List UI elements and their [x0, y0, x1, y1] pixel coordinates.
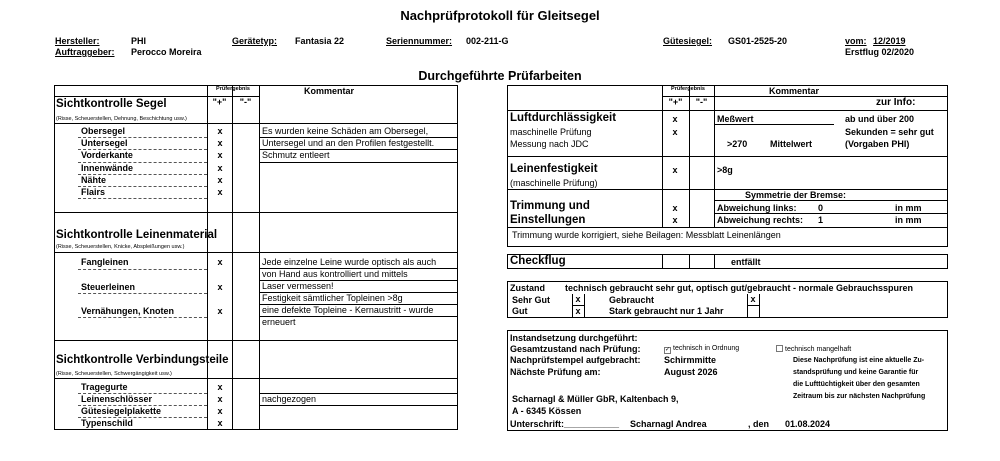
- auftraggeber-value: Perocco Moreira: [131, 47, 202, 57]
- segel-mark: x: [217, 175, 223, 185]
- einstellungen-title: Einstellungen: [510, 214, 586, 226]
- luft-sub2: Messung nach JDC: [510, 139, 589, 149]
- festigkeit-title: Leinenfestigkeit: [510, 163, 598, 175]
- segel-item: Innenwände: [81, 163, 134, 173]
- segel-item: Flairs: [81, 187, 106, 197]
- auftraggeber-label: Auftraggeber:: [55, 47, 115, 57]
- abweichung-rechts-label: Abweichung rechts:: [717, 215, 804, 225]
- luft-value: >270: [727, 139, 748, 149]
- right-pruefergebnis-label: Prüfergebnis: [671, 86, 705, 92]
- zustand-title: Zustand: [510, 283, 545, 293]
- section-subtitle: Durchgeführte Prüfarbeiten: [418, 69, 582, 83]
- luft-sub1: maschinelle Prüfung: [510, 127, 592, 137]
- festigkeit-mark: x: [672, 165, 678, 175]
- segel-item: Vorderkante: [81, 150, 133, 160]
- zustand-gut: Gut: [512, 306, 528, 316]
- abweichung-links-label: Abweichung links:: [717, 203, 797, 213]
- festigkeit-sub: (maschinelle Prüfung): [510, 178, 598, 188]
- trimmung-title: Trimmung und: [510, 200, 590, 212]
- erstflug: Erstflug 02/2020: [845, 47, 915, 57]
- segel-item: Obersegel: [81, 126, 126, 136]
- nachpruefstempel-label: Nachprüfstempel aufgebracht:: [510, 355, 641, 365]
- geraetetyp-value: Fantasia 22: [295, 36, 345, 46]
- luft-mittelwert: Mittelwert: [770, 139, 813, 149]
- luft-vorgaben: (Vorgaben PHI): [845, 139, 910, 149]
- left-pruefergebnis-label: Prüfergebnis: [216, 86, 250, 92]
- checkbox-icon: [776, 345, 783, 352]
- segel-mark: x: [217, 163, 223, 173]
- zustand-gut-mark: x: [575, 306, 581, 316]
- abweichung-rechts-unit: in mm: [895, 215, 922, 225]
- geraetetyp-label: Gerätetyp:: [232, 36, 278, 46]
- zur-info: zur Info:: [876, 97, 916, 108]
- page-title: Nachprüfprotokoll für Gleitsegel: [400, 8, 600, 23]
- leinen-mark: x: [217, 282, 223, 292]
- luft-messwert: Meßwert: [717, 114, 754, 124]
- verbindung-mark: x: [217, 406, 223, 416]
- hersteller-label: Hersteller:: [55, 36, 100, 46]
- segel-mark: x: [217, 138, 223, 148]
- disclaimer-line: Diese Nachprüfung ist eine aktuelle Zu-: [793, 357, 925, 364]
- abweichung-links-value: 0: [818, 203, 824, 213]
- unterschrift-label: Unterschrift:___________: [510, 419, 620, 429]
- zustand-gebraucht: Gebraucht: [609, 295, 655, 305]
- luft-mark: x: [672, 127, 678, 137]
- gesamtzustand-label: Gesamtzustand nach Prüfung:: [510, 344, 641, 354]
- segel-comment: Untersegel und an den Profilen festgestellt.: [262, 138, 435, 148]
- checkbox-icon: ✓: [665, 347, 671, 353]
- naechste-pruefung-label: Nächste Prüfung am:: [510, 367, 601, 377]
- segel-title: Sichtkontrolle Segel: [56, 98, 167, 110]
- checkflug-title: Checkflug: [510, 255, 566, 267]
- right-minus-header: "-": [695, 97, 708, 107]
- trimmung-mark: x: [672, 203, 678, 213]
- segel-hint: (Risse, Scheuerstellen, Dehnung, Beschichtung usw.): [56, 116, 187, 122]
- zustand-desc: technisch gebraucht sehr gut, optisch gut/gebraucht - normale Gebrauchsspuren: [565, 283, 914, 293]
- technisch-mangelhaft-checkbox[interactable]: [776, 345, 851, 353]
- leinen-comment: erneuert: [262, 317, 296, 327]
- zustand-sehr-gut: Sehr Gut: [512, 295, 551, 305]
- verbindung-comment: nachgezogen: [262, 394, 317, 404]
- right-kommentar-label: Kommentar: [768, 86, 819, 96]
- seriennummer-label: Seriennummer:: [386, 36, 453, 46]
- zustand-sehr-gut-mark: x: [575, 294, 581, 304]
- leinen-mark: x: [217, 257, 223, 267]
- verbindung-item: Typenschild: [81, 418, 133, 428]
- leinen-item: Vernähungen, Knoten: [81, 306, 175, 316]
- company-line1: Scharnagl & Müller GbR, Kaltenbach 9,: [512, 394, 679, 404]
- instandsetzung-label: Instandsetzung durchgeführt:: [510, 333, 638, 343]
- verbindung-mark: x: [217, 394, 223, 404]
- symmetrie-label: Symmetrie der Bremse:: [745, 190, 847, 200]
- guetesiegel-value: GS01-2525-20: [728, 36, 788, 46]
- disclaimer-line: Zeitraum bis zur nächsten Nachprüfung: [793, 393, 926, 400]
- den-label: , den: [748, 419, 770, 429]
- leinen-mark: x: [217, 306, 223, 316]
- luft-mark: x: [672, 114, 678, 124]
- trimmung-note: Trimmung wurde korrigiert, siehe Beilagen: Messblatt Leinenlängen: [512, 230, 781, 240]
- leinen-item: Fangleinen: [81, 257, 129, 267]
- checkflug-value: entfällt: [731, 257, 761, 267]
- technisch-mangelhaft-label: technisch mangelhaft: [785, 346, 852, 353]
- leinen-comment: Festigkeit sämtlicher Topleinen >8g: [262, 293, 403, 303]
- segel-mark: x: [217, 187, 223, 197]
- segel-mark: x: [217, 126, 223, 136]
- luft-sekunden: Sekunden = sehr gut: [845, 127, 934, 137]
- right-plus-header: "+": [668, 97, 683, 107]
- verbindung-item: Gütesiegelplakette: [81, 406, 162, 416]
- guetesiegel-label: Gütesiegel:: [663, 36, 713, 46]
- left-minus-header: "-": [239, 97, 252, 107]
- leinen-hint: (Risse, Scheuerstellen, Knicke, Abspleißungen usw.): [56, 244, 185, 250]
- verbindung-item: Tragegurte: [81, 382, 128, 392]
- signer-name: Scharnagl Andrea: [630, 419, 707, 429]
- trimmung-mark: x: [672, 215, 678, 225]
- disclaimer-line: standsprüfung und keine Garantie für: [793, 369, 919, 376]
- hersteller-value: PHI: [131, 36, 147, 46]
- leinen-comment: Jede einzelne Leine wurde optisch als auch: [262, 257, 437, 267]
- zustand-stark: Stark gebraucht nur 1 Jahr: [609, 306, 724, 316]
- verbindung-item: Leinenschlösser: [81, 394, 153, 404]
- segel-comment: Es wurden keine Schäden am Obersegel,: [262, 126, 429, 136]
- verbindung-title: Sichtkontrolle Verbindungsteile: [56, 354, 229, 366]
- seriennummer-value: 002-211-G: [466, 36, 509, 46]
- luft-ab-und-ueber: ab und über 200: [845, 114, 915, 124]
- technisch-ok-checkbox[interactable]: [664, 345, 739, 354]
- verbindung-mark: x: [217, 382, 223, 392]
- segel-comment: Schmutz entleert: [262, 150, 330, 160]
- leinen-title: Sichtkontrolle Leinenmaterial: [56, 229, 218, 241]
- leinen-comment: Laser vermessen!: [262, 281, 334, 291]
- naechste-pruefung-value: August 2026: [664, 367, 718, 377]
- vom-value: 12/2019: [873, 36, 906, 46]
- nachpruefstempel-value: Schirmmitte: [664, 355, 717, 365]
- luft-title: Luftdurchlässigkeit: [510, 112, 617, 124]
- verbindung-mark: x: [217, 418, 223, 428]
- disclaimer-line: die Lufttüchtigkeit über den gesamten: [793, 381, 920, 388]
- checkflug-row: [507, 254, 948, 269]
- left-kommentar-label: Kommentar: [303, 86, 354, 96]
- segel-mark: x: [217, 150, 223, 160]
- vom-label: vom:: [845, 36, 867, 46]
- zustand-gebraucht-mark: x: [750, 294, 756, 304]
- technisch-ok-label: technisch in Ordnung: [673, 345, 740, 352]
- festigkeit-value: >8g: [717, 165, 733, 175]
- verbindung-hint: (Risse, Scheuerstellen, Schwergängigkeit usw.): [56, 371, 172, 377]
- abweichung-links-unit: in mm: [895, 203, 922, 213]
- left-plus-header: "+": [212, 97, 227, 107]
- company-line2: A - 6345 Kössen: [512, 406, 582, 416]
- leinen-comment: eine defekte Topleine - Kernaustritt - wurde: [262, 305, 434, 315]
- leinen-item: Steuerleinen: [81, 282, 136, 292]
- leinen-comment: von Hand aus kontrolliert und mittels: [262, 269, 408, 279]
- segel-item: Untersegel: [81, 138, 128, 148]
- signature-date: 01.08.2024: [785, 419, 831, 429]
- segel-item: Nähte: [81, 175, 107, 185]
- abweichung-rechts-value: 1: [818, 215, 824, 225]
